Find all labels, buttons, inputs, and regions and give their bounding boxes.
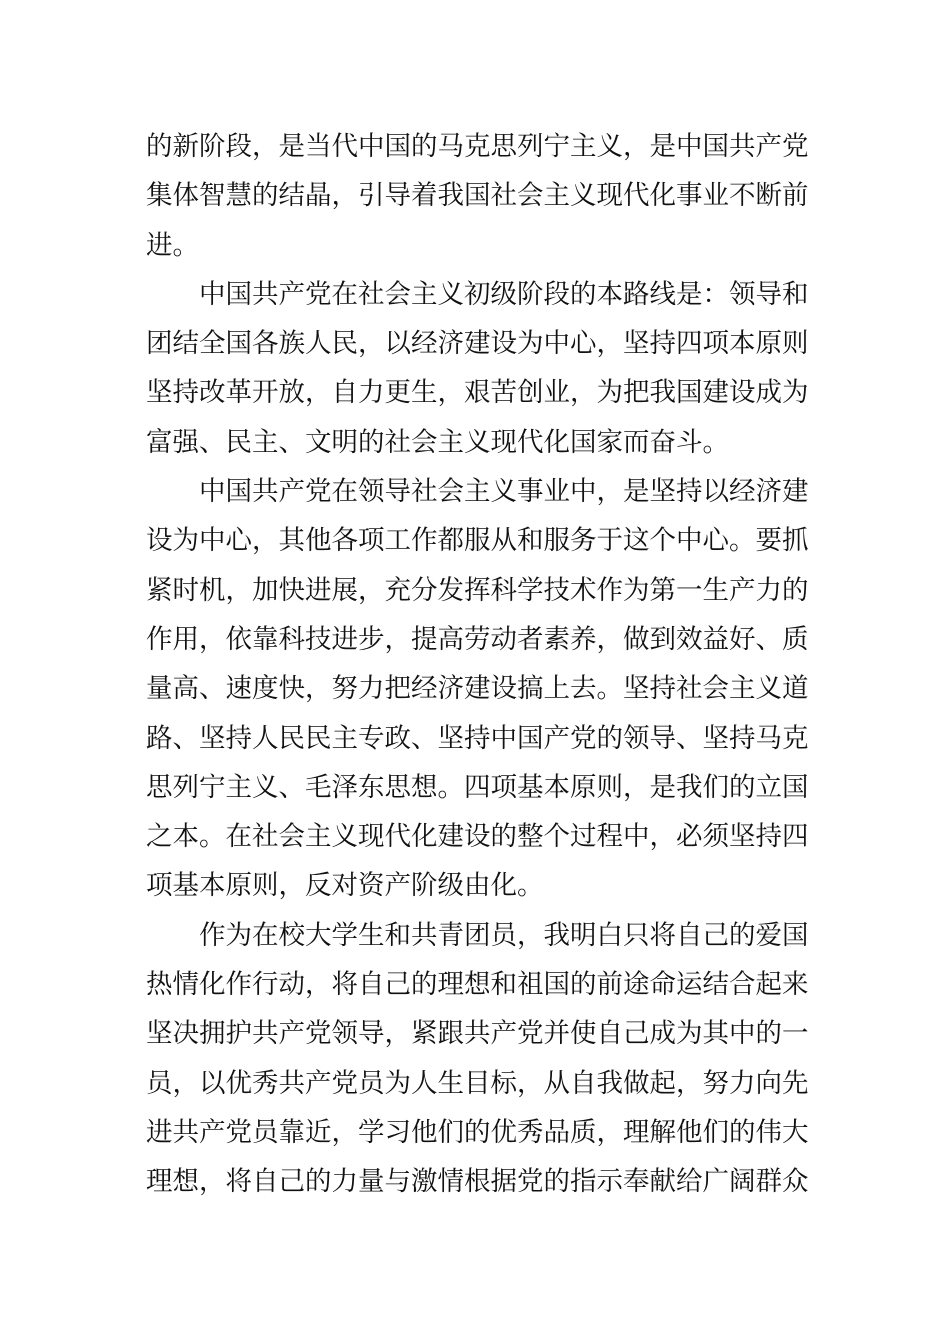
text-line: 坚持改革开放，自力更生，艰苦创业，为把我国建设成为	[146, 377, 809, 409]
body-text	[146, 122, 810, 1207]
text-line: 量高、速度快，努力把经济建设搞上去。坚持社会主义道	[146, 673, 809, 705]
text-line: 坚决拥护共产党领导，紧跟共产党并使自己成为其中的一	[146, 1018, 809, 1050]
text-line: 的新阶段，是当代中国的马克思列宁主义，是中国共产党	[146, 131, 809, 162]
text-line: 进。	[146, 229, 199, 261]
text-line: 项基本原则，反对资产阶级由化。	[146, 870, 544, 902]
paragraph-start-line: 中国共产党在领导社会主义事业中，是坚持以经济建	[199, 476, 809, 508]
text-line: 作用，依靠科技进步，提高劳动者素养，做到效益好、质	[146, 623, 809, 655]
text-line: 紧时机，加快进展，充分发挥科学技术作为第一生产力的	[146, 574, 809, 606]
text-line: 理想，将自己的力量与激情根据党的指示奉献给广阔群众	[146, 1166, 809, 1198]
text-line: 富强、民主、文明的社会主义现代化国家而奋斗。	[146, 426, 729, 458]
paragraph-start-line: 作为在校大学生和共青团员，我明白只将自己的爱国	[199, 919, 809, 951]
paragraph-start-line: 中国共产党在社会主义初级阶段的本路线是：领导和	[199, 278, 809, 310]
text-line: 热情化作行动，将自己的理想和祖国的前途命运结合起来	[146, 969, 809, 1001]
text-line: 员，以优秀共产党员为人生目标，从自我做起，努力向先	[146, 1067, 809, 1099]
text-line: 思列宁主义、毛泽东思想。四项基本原则，是我们的立国	[146, 771, 809, 803]
text-line: 进共产党员靠近，学习他们的优秀品质，理解他们的伟大	[146, 1116, 809, 1148]
text-line: 团结全国各族人民，以经济建设为中心，坚持四项本原则	[146, 328, 809, 360]
text-line: 集体智慧的结晶，引导着我国社会主义现代化事业不断前	[146, 180, 809, 212]
text-line: 路、坚持人民民主专政、坚持中国产党的领导、坚持马克	[146, 722, 809, 754]
text-line: 之本。在社会主义现代化建设的整个过程中，必须坚持四	[146, 821, 809, 853]
text-line: 设为中心，其他各项工作都服从和服务于这个中心。要抓	[146, 525, 809, 557]
